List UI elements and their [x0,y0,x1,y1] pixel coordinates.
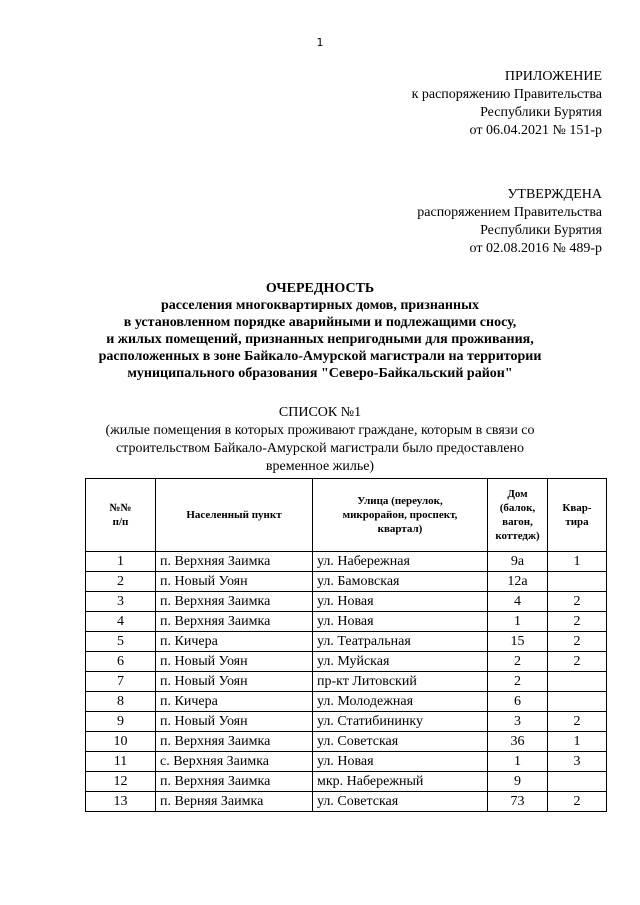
cell-number: 8 [86,692,156,712]
cell-street: ул. Набережная [313,552,488,572]
approved-block [417,186,602,258]
header-street-line: Улица (переулок, [357,495,443,507]
list-title: СПИСОК №1 [278,405,362,420]
resettlement-table [85,478,607,812]
title-line: расположенных в зоне Байкало-Амурской магистрали на территории [98,349,542,364]
cell-settlement: п. Верхняя Заимка [156,552,313,572]
cell-house: 36 [488,732,548,752]
cell-number: 9 [86,712,156,732]
title-line: муниципального образования "Северо-Байкальский район" [127,366,513,381]
cell-house: 1 [488,752,548,772]
table-row [86,792,607,812]
cell-settlement: п. Новый Уоян [156,572,313,592]
cell-settlement: п. Новый Уоян [156,652,313,672]
table-row [86,732,607,752]
appendix-line: Республики Бурятия [480,105,602,120]
cell-apartment: 1 [548,732,607,752]
cell-number: 12 [86,772,156,792]
table-row [86,652,607,672]
table-row [86,552,607,572]
appendix-date: от 06.04.2021 № 151-р [469,123,602,138]
cell-number: 2 [86,572,156,592]
cell-settlement: с. Верхняя Заимка [156,752,313,772]
cell-number: 13 [86,792,156,812]
cell-number: 4 [86,612,156,632]
cell-house: 15 [488,632,548,652]
cell-number: 3 [86,592,156,612]
cell-house: 2 [488,652,548,672]
cell-apartment: 2 [548,612,607,632]
cell-house: 9 [488,772,548,792]
cell-street: ул. Новая [313,592,488,612]
appendix-block [412,68,602,140]
header-street-line: микрорайон, проспект, [342,509,458,521]
cell-apartment: 2 [548,652,607,672]
header-street [313,479,488,552]
list-note: (жилые помещения в которых проживают граждане, которым в связи со [105,423,535,438]
table-row [86,572,607,592]
cell-settlement: п. Кичера [156,632,313,652]
cell-number: 1 [86,552,156,572]
cell-settlement: п. Верняя Заимка [156,792,313,812]
title-line: расселения многоквартирных домов, признанных [161,298,479,313]
cell-settlement: п. Верхняя Заимка [156,612,313,632]
cell-apartment [548,772,607,792]
header-house-line: (балок, [499,502,536,514]
title-line: и жилых помещений, признанных непригодными для проживания, [106,332,534,347]
table-body [86,552,607,812]
cell-street: ул. Советская [313,792,488,812]
cell-house: 1 [488,612,548,632]
list-note: строительством Байкало-Амурской магистрали было предоставлено [115,441,525,456]
cell-settlement: п. Новый Уоян [156,712,313,732]
table-row [86,632,607,652]
cell-apartment: 2 [548,632,607,652]
cell-apartment [548,572,607,592]
title-heading: ОЧЕРЕДНОСТЬ [265,281,375,296]
document-title [60,280,580,382]
appendix-line: к распоряжению Правительства [411,87,602,102]
cell-number: 6 [86,652,156,672]
appendix-heading: ПРИЛОЖЕНИЕ [504,69,602,84]
table-header-row [86,479,607,552]
header-house-line: коттедж) [495,530,540,542]
table-row [86,772,607,792]
approved-line: Республики Бурятия [480,223,602,238]
cell-settlement: п. Верхняя Заимка [156,592,313,612]
approved-line: распоряжением Правительства [417,205,602,220]
cell-apartment: 1 [548,552,607,572]
cell-house: 73 [488,792,548,812]
cell-settlement: п. Верхняя Заимка [156,732,313,752]
cell-street: ул. Театральная [313,632,488,652]
cell-house: 9а [488,552,548,572]
header-number [86,479,156,552]
header-house-line: вагон, [502,516,533,528]
approved-date: от 02.08.2016 № 489-р [469,241,602,256]
header-apartment-line: тира [565,516,589,528]
table-row [86,672,607,692]
header-street-line: квартал) [377,523,423,535]
header-apartment-line: Квар- [562,502,592,514]
cell-number: 7 [86,672,156,692]
cell-number: 11 [86,752,156,772]
header-number-line: п/п [112,516,129,528]
cell-number: 10 [86,732,156,752]
table-row [86,592,607,612]
cell-apartment: 3 [548,752,607,772]
cell-house: 6 [488,692,548,712]
cell-street: ул. Муйская [313,652,488,672]
list-note: временное жилье) [265,459,375,474]
cell-apartment: 2 [548,712,607,732]
title-line: в установленном порядке аварийными и подлежащими сносу, [123,315,517,330]
header-apartment [548,479,607,552]
cell-settlement: п. Кичера [156,692,313,712]
cell-street: ул. Новая [313,612,488,632]
cell-street: ул. Советская [313,732,488,752]
table-row [86,752,607,772]
cell-street: мкр. Набережный [313,772,488,792]
table-row [86,612,607,632]
page-number: 1 [316,36,324,49]
cell-apartment [548,672,607,692]
cell-house: 3 [488,712,548,732]
cell-house: 12а [488,572,548,592]
table-row [86,692,607,712]
cell-number: 5 [86,632,156,652]
header-number-line: №№ [109,502,132,514]
header-settlement: Населенный пункт [156,479,313,552]
cell-house: 2 [488,672,548,692]
cell-house: 4 [488,592,548,612]
header-house [488,479,548,552]
cell-apartment: 2 [548,592,607,612]
cell-street: ул. Новая [313,752,488,772]
cell-street: ул. Статибининку [313,712,488,732]
cell-apartment [548,692,607,712]
approved-heading: УТВЕРЖДЕНА [507,187,602,202]
cell-settlement: п. Верхняя Заимка [156,772,313,792]
table-row [86,712,607,732]
cell-street: ул. Бамовская [313,572,488,592]
cell-street: ул. Молодежная [313,692,488,712]
cell-apartment: 2 [548,792,607,812]
header-house-line: Дом [507,488,528,500]
cell-settlement: п. Новый Уоян [156,672,313,692]
list-heading-block [60,404,580,476]
cell-street: пр-кт Литовский [313,672,488,692]
